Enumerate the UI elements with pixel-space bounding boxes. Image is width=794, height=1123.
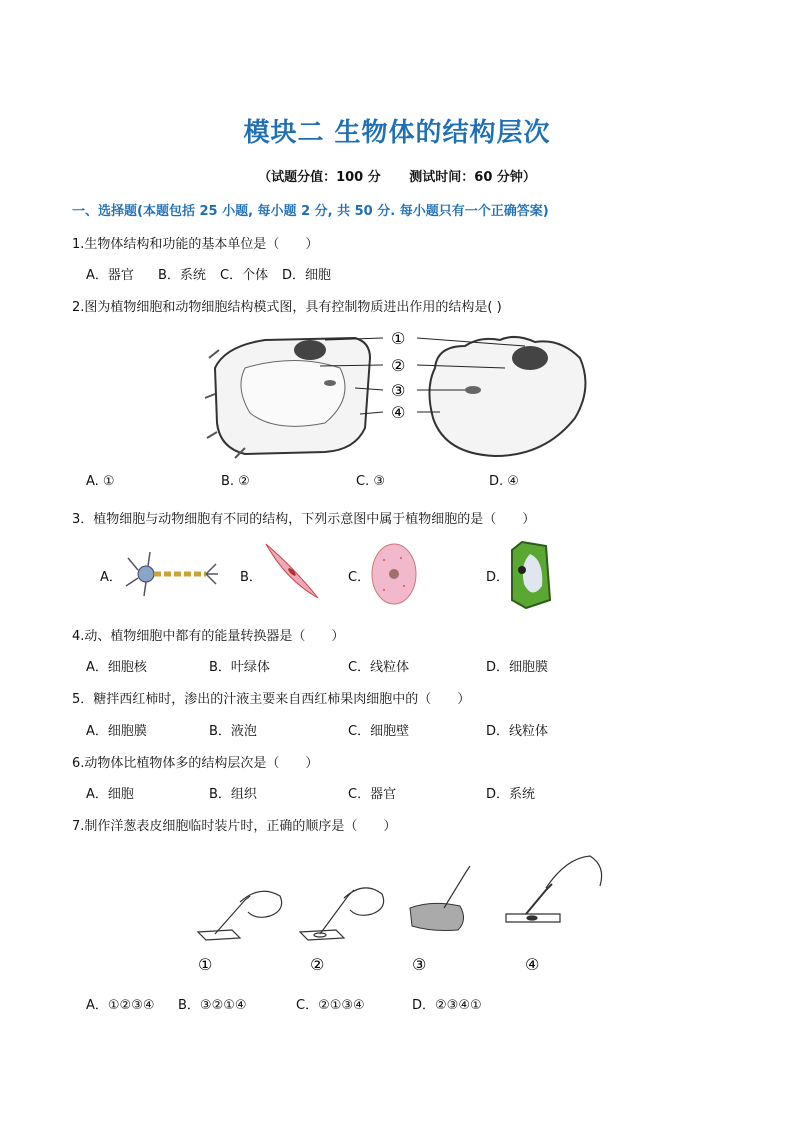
question-7: 7.制作洋葱表皮细胞临时装片时，正确的顺序是（ ）: [72, 819, 397, 834]
question-2-options: [86, 474, 746, 492]
page-title: 模块二 生物体的结构层次: [243, 118, 551, 148]
option-d[interactable]: D．: [486, 570, 510, 585]
option-b[interactable]: B．叶绿体: [209, 660, 270, 675]
plant-cell-image: [512, 542, 550, 608]
option-a[interactable]: A．细胞核: [86, 660, 147, 675]
option-d[interactable]: D．②③④①: [412, 998, 482, 1013]
option-c[interactable]: C．线粒体: [348, 660, 410, 675]
question-7-options: [86, 994, 746, 1012]
question-3: 3．植物细胞与动物细胞有不同的结构，下列示意图中属于植物细胞的是（ ）: [72, 512, 536, 527]
exam-info: [0, 166, 794, 185]
option-c[interactable]: C．器官: [348, 787, 397, 802]
animal-cell-image: [372, 544, 416, 604]
step-label-3: ③: [412, 955, 427, 974]
muscle-cell-image: [266, 544, 318, 598]
option-b[interactable]: B．液泡: [209, 724, 257, 739]
step-2-image: [300, 888, 384, 940]
question-6: 6.动物体比植物体多的结构层次是（ ）: [72, 756, 319, 771]
question-1: 1.生物体结构和功能的基本单位是（ ）: [72, 237, 319, 252]
step-3-image: [410, 866, 470, 931]
option-c[interactable]: C．细胞壁: [348, 724, 410, 739]
question-4: 4.动、植物细胞中都有的能量转换器是（ ）: [72, 629, 345, 644]
step-label-2: ②: [310, 955, 325, 974]
time-info: 测试时间：60 分钟）: [409, 170, 536, 185]
animal-cell-figure: [429, 337, 585, 456]
option-c[interactable]: C．②①③④: [296, 998, 365, 1013]
option-a[interactable]: A．细胞: [86, 787, 134, 802]
option-c[interactable]: C．个体: [220, 268, 269, 283]
section-heading: 一、选择题(本题包括 25 小题, 每小题 2 分, 共 50 分. 每小题只有一个正确答案): [72, 204, 549, 219]
question-5: 5．糖拌西红柿时，渗出的汁液主要来自西红柿果肉细胞中的（ ）: [72, 692, 471, 707]
option-b[interactable]: B．组织: [209, 787, 257, 802]
slide-preparation-steps: [170, 850, 615, 975]
option-b[interactable]: B．③②①④: [178, 998, 247, 1013]
step-4-image: [506, 856, 602, 922]
cell-structure-diagram: [205, 328, 590, 463]
step-label-1: ①: [198, 955, 213, 974]
option-c[interactable]: C. ③: [356, 474, 385, 489]
neuron-image: [126, 552, 218, 596]
step-1-image: [198, 891, 282, 940]
plant-cell-figure: [205, 338, 370, 458]
option-a[interactable]: A．: [100, 570, 122, 585]
question-1-options: [86, 264, 746, 282]
label-2: ②: [391, 356, 406, 375]
cell-type-images: [126, 540, 566, 612]
question-5-options: [86, 720, 746, 738]
label-3: ③: [391, 381, 406, 400]
option-d[interactable]: D．细胞: [282, 268, 332, 283]
option-d[interactable]: D．系统: [486, 787, 536, 802]
step-label-4: ④: [525, 955, 540, 974]
option-d[interactable]: D. ④: [489, 474, 519, 489]
label-4: ④: [391, 403, 406, 422]
label-1: ①: [391, 329, 406, 348]
question-6-options: [86, 783, 746, 801]
option-b[interactable]: B．系统: [158, 268, 206, 283]
question-4-options: [86, 656, 746, 674]
option-a[interactable]: A. ①: [86, 474, 115, 489]
question-2: 2.图为植物细胞和动物细胞结构模式图，具有控制物质进出作用的结构是( ): [72, 300, 502, 315]
option-a[interactable]: A．①②③④: [86, 998, 155, 1013]
option-a[interactable]: A．器官: [86, 268, 134, 283]
option-b[interactable]: B. ②: [221, 474, 250, 489]
option-c[interactable]: C．: [348, 570, 371, 585]
score-info: （试题分值：100 分: [258, 170, 381, 185]
option-d[interactable]: D．细胞膜: [486, 660, 549, 675]
option-d[interactable]: D．线粒体: [486, 724, 549, 739]
option-b[interactable]: B．: [240, 570, 262, 585]
option-a[interactable]: A．细胞膜: [86, 724, 147, 739]
